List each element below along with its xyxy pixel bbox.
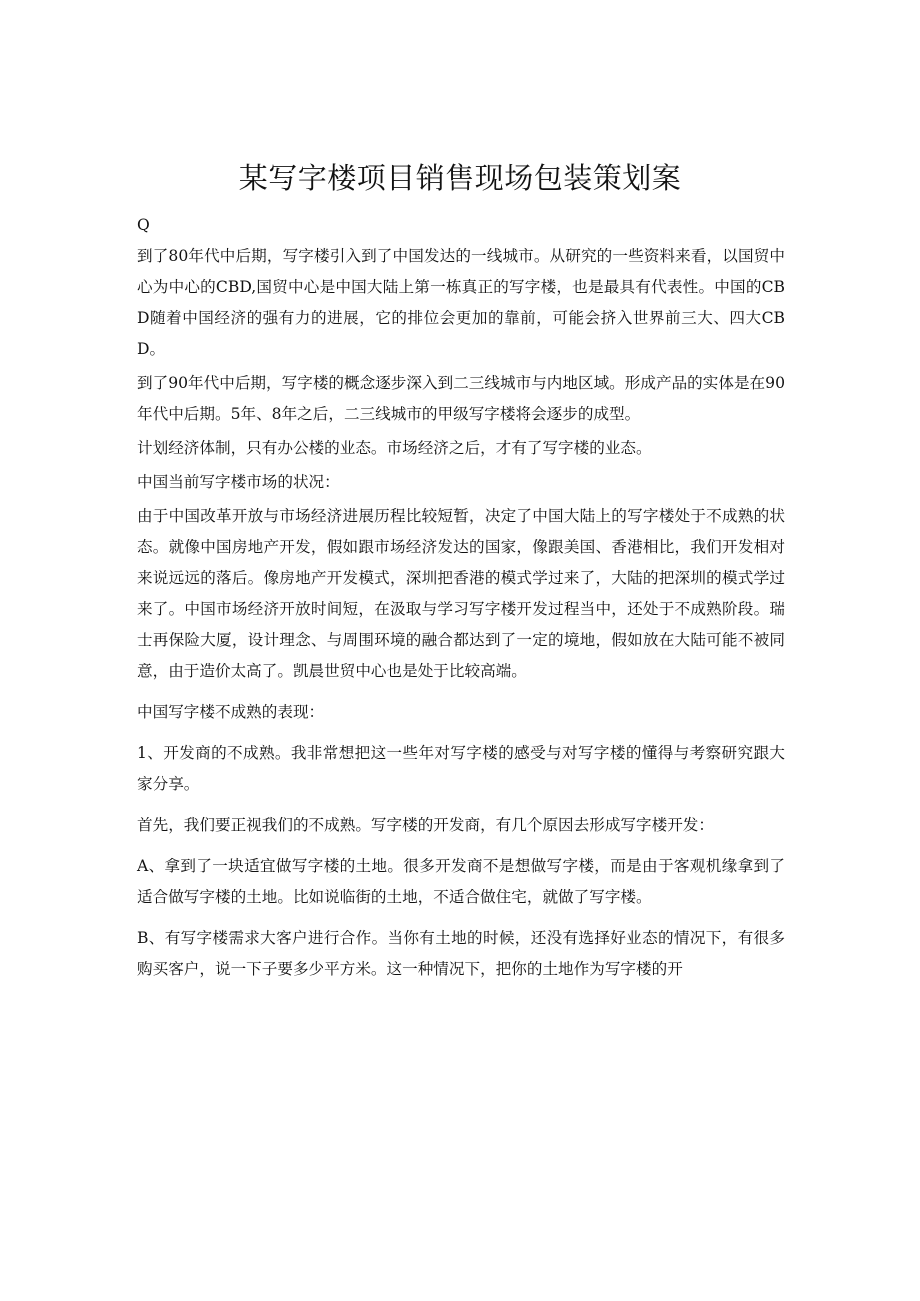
paragraph-reason-b: B、有写字楼需求大客户进行合作。当你有土地的时候，还没有选择好业态的情况下，有很多购买客户，说一下子要多少平方米。这一种情况下，把你的土地作为写字楼的开 [137,929,785,978]
document-body [137,210,785,988]
paragraph-80s-cbd: 到了80年代中后期，写字楼引入到了中国发达的一线城市。从研究的一些资料来看，以国贸中心为中心的CBD,国贸中心是中国大陆上第一栋真正的写字楼，也是最具有代表性。中国的CBD随着中国经济的强有力的进展，它的排位会更加的靠前，可能会挤入世界前三大、四大CBD。 [137,247,785,358]
paragraph-developer-immaturity: 1、开发商的不成熟。我非常想把这一些年对写字楼的感受与对写字楼的懂得与考察研究跟大家分享。 [137,744,785,793]
paragraph-planned-economy: 计划经济体制，只有办公楼的业态。市场经济之后，才有了写字楼的业态。 [137,439,652,457]
paragraph-face-immaturity: 首先，我们要正视我们的不成熟。写字楼的开发商，有几个原因去形成写字楼开发： [137,816,714,834]
document-title: 某写字楼项目销售现场包装策划案 [238,161,682,195]
paragraph-reason-a: A、拿到了一块适宜做写字楼的土地。很多开发商不是想做写字楼，而是由于客观机缘拿到了适合做写字楼的土地。比如说临街的土地，不适合做住宅，就做了写字楼。 [137,857,785,906]
paragraph-market-status-heading: 中国当前写字楼市场的状况： [137,473,340,491]
paragraph-90s-expansion: 到了90年代中后期，写字楼的概念逐步深入到二三线城市与内地区域。形成产品的实体是在90年代中后期。5年、8年之后，二三线城市的甲级写字楼将会逐步的成型。 [137,374,785,423]
paragraph-immaturity-heading: 中国写字楼不成熟的表现： [137,703,325,721]
paragraph-q-marker: Q [137,216,150,234]
paragraph-immature-market: 由于中国改革开放与市场经济进展历程比较短暂，决定了中国大陆上的写字楼处于不成熟的状态。就像中国房地产开发，假如跟市场经济发达的国家，像跟美国、香港相比，我们开发相对来说远远的落后。像房地产开发模式，深圳把香港的模式学过来了，大陆的把深圳的模式学过来了。中国市场经济开放时间短，在汲取与学习写字楼开发过程当中，还处于不成熟阶段。瑞士再保险大厦，设计理念、与周围环境的融合都达到了一定的境地，假如放在大陆可能不被同意，由于造价太高了。凯晨世贸中心也是处于比较高端。 [137,507,785,680]
